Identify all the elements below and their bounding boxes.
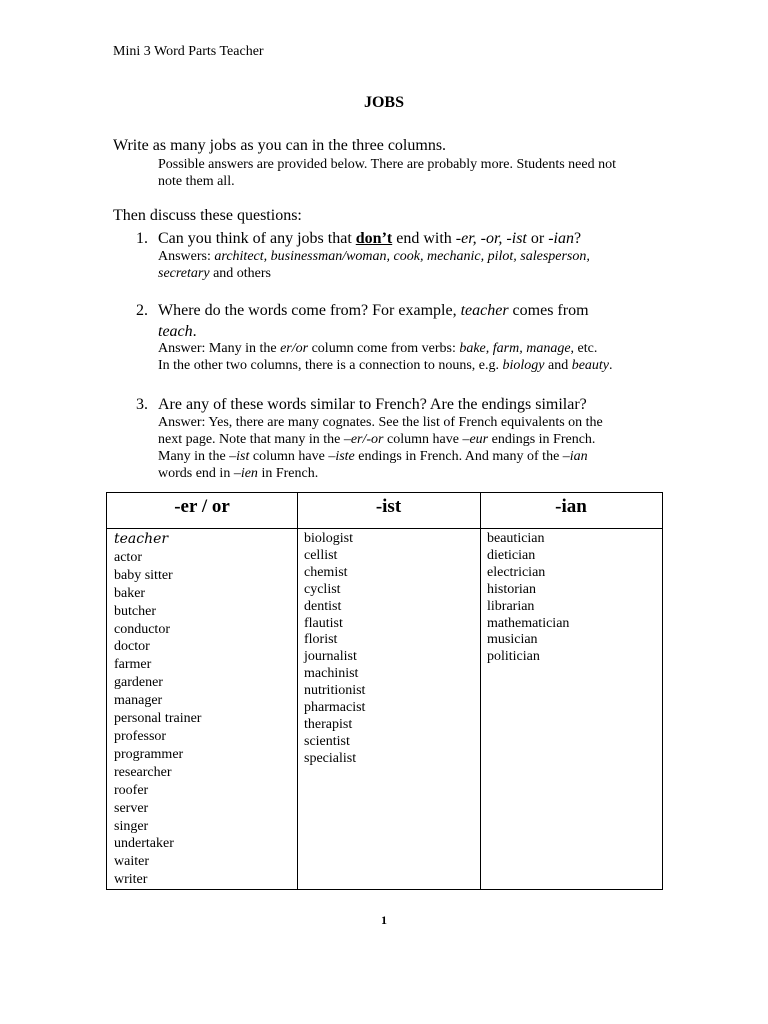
job-list [480, 529, 662, 666]
list-item: roofer [114, 782, 149, 798]
list-item: teacher [114, 531, 169, 547]
list-item: baker [114, 585, 146, 601]
list-item: researcher [114, 764, 172, 780]
list-item: singer [114, 818, 149, 834]
discuss-heading: Then discuss these questions: [113, 207, 302, 224]
list-item: journalist [304, 649, 357, 665]
list-item: cyclist [304, 581, 341, 597]
page-title: JOBS [363, 94, 404, 111]
list-item: programmer [114, 746, 184, 762]
list-item: biologist [304, 531, 354, 546]
instruction: Write as many jobs as you can in the three columns. [113, 137, 447, 154]
column-header: -ian [480, 493, 662, 529]
list-item: therapist [304, 716, 353, 732]
list-item: doctor [114, 639, 150, 655]
list-item: electrician [487, 564, 546, 580]
column-er-or [107, 493, 298, 889]
list-item: actor [114, 549, 142, 565]
list-item: politician [487, 649, 540, 665]
list-item: mathematician [487, 615, 570, 631]
list-item: manager [114, 693, 163, 709]
jobs-table [106, 492, 663, 890]
question-3: 3. Are any of these words similar to French? Are the endings similar? [136, 396, 587, 413]
list-item: historian [487, 581, 536, 597]
instruction-note: Possible answers are provided below. There are probably more. Students need not note them all. [158, 157, 616, 189]
list-item: personal trainer [114, 711, 202, 727]
job-list [297, 529, 480, 768]
answer-2: Answer: Many in the er/or column come from verbs: bake, farm, manage, etc. In the other two columns, there is a connection to nouns, e.g. biology and beauty. [158, 341, 613, 373]
list-item: baby sitter [114, 567, 173, 583]
list-item: dentist [304, 598, 342, 614]
list-item: scientist [304, 733, 350, 749]
page-number: 1 [381, 913, 387, 927]
list-item: server [114, 800, 149, 816]
list-item: undertaker [114, 836, 174, 852]
answer-3: Answer: Yes, there are many cognates. See the list of French equivalents on the next page. Note that many in the –er/-or column have –eur endings in French. Many in the –ist column have –iste endings in French. And many of the –ian words end in –ien in French. [158, 415, 603, 481]
list-item: writer [114, 872, 148, 888]
list-item: waiter [114, 854, 149, 870]
question-2: 2. Where do the words come from? For example, teacher comes from teach. [136, 302, 589, 340]
list-item: specialist [304, 750, 357, 766]
page-header: Mini 3 Word Parts Teacher [113, 44, 264, 59]
job-list [107, 529, 297, 889]
column-header: -ist [297, 493, 480, 529]
list-item: beautician [487, 531, 545, 546]
list-item: dietician [487, 547, 536, 563]
list-item: gardener [114, 675, 163, 691]
list-item: cellist [304, 547, 338, 563]
column-header: -er / or [107, 493, 297, 529]
list-item: farmer [114, 657, 152, 673]
list-item: florist [304, 632, 338, 648]
question-1: 1. Can you think of any jobs that don’t end with -er, -or, -ist or -ian? [136, 230, 582, 247]
list-item: pharmacist [304, 700, 366, 716]
list-item: flautist [304, 615, 343, 631]
list-item: machinist [304, 666, 359, 682]
list-item: conductor [114, 621, 170, 637]
list-item: chemist [304, 564, 348, 580]
list-item: nutritionist [304, 683, 366, 699]
column-ist [297, 493, 481, 889]
answer-1: Answers: architect, businessman/woman, cook, mechanic, pilot, salesperson, secretary and others [158, 249, 590, 281]
list-item: professor [114, 728, 167, 744]
list-item: butcher [114, 603, 156, 619]
column-ian [480, 493, 662, 889]
list-item: musician [487, 632, 538, 648]
list-item: librarian [487, 598, 535, 614]
